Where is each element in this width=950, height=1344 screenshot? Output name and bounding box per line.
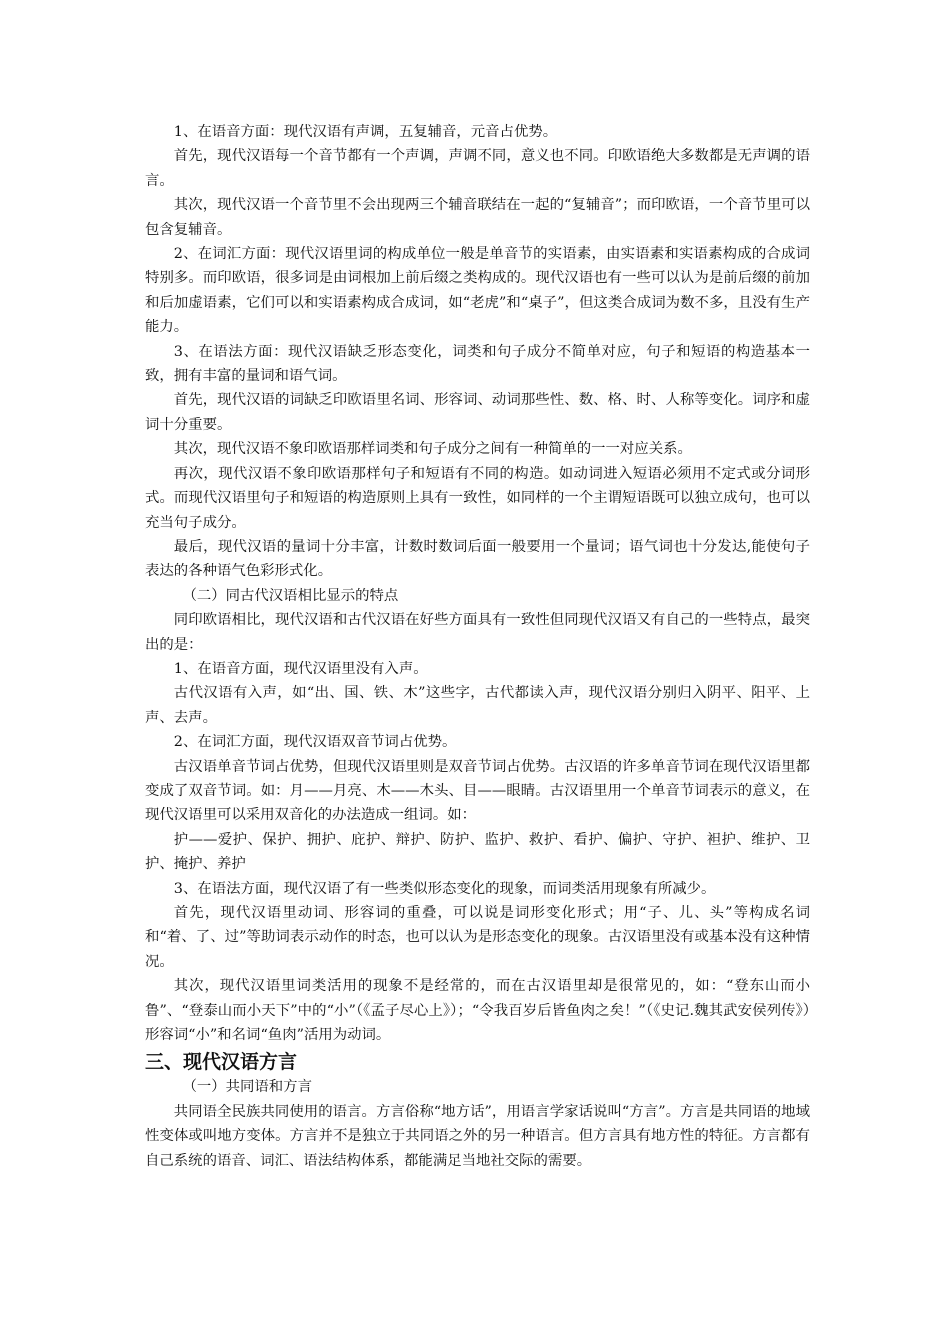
section-heading: 三、现代汉语方言 — [145, 1051, 298, 1074]
paragraph: 护——爱护、保护、拥护、庇护、辩护、防护、监护、救护、看护、偏护、守护、袒护、维护、卫护、掩护、养护 — [145, 831, 810, 873]
paragraph: 首先，现代汉语每一个音节都有一个声调，声调不同，意义也不同。印欧语绝大多数都是无声调的语言。 — [145, 148, 810, 189]
paragraph: 最后，现代汉语的量词十分丰富，计数时数词后面一般要用一个量词；语气词也十分发达,能使句子表达的各种语气色彩形式化。 — [145, 538, 810, 580]
subsection-title: （一）共同语和方言 — [182, 1079, 312, 1096]
paragraph: 共同语全民族共同使用的语言。方言俗称“地方话”，用语言学家话说叫“方言”。方言是共同语的地域性变体或叫地方变体。方言并不是独立于共同语之外的另一种语言。但方言具有地方性的特征。方言都有自己系统的语音、词汇、语法结构体系，都能满足当地社交际的需要。 — [145, 1103, 810, 1169]
paragraph: 其次，现代汉语不象印欧语那样词类和句子成分之间有一种简单的一一对应关系。 — [173, 441, 692, 458]
document-page — [145, 120, 810, 1173]
paragraph: 首先，现代汉语里动词、形容词的重叠，可以说是词形变化形式；用“子、儿、头”等构成名词和“着、了、过”等助词表示动作的时态，也可以认为是形态变化的现象。古汉语里没有或基本没有这种情况。 — [145, 905, 810, 970]
paragraph: 1、在语音方面：现代汉语有声调，五复辅音，元音占优势。 — [173, 124, 558, 140]
paragraph: 古代汉语有入声，如“出、国、铁、木”这些字，古代都读入声，现代汉语分别归入阴平、阳平、上声、去声。 — [145, 685, 810, 726]
paragraph: 再次，现代汉语不象印欧语那样句子和短语有不同的构造。如动词进入短语必须用不定式或分词形式。而现代汉语里句子和短语的构造原则上具有一致性，如同样的一个主谓短语既可以独立成句，也可以充当句子成分。 — [145, 465, 810, 531]
paragraph: 3、在语法方面：现代汉语缺乏形态变化，词类和句子成分不简单对应，句子和短语的构造基本一致，拥有丰富的量词和语气词。 — [145, 343, 810, 385]
paragraph: 2、在词汇方面：现代汉语里词的构成单位一般是单音节的实语素，由实语素和实语素构成的合成词特别多。而印欧语，很多词是由词根加上前后缀之类构成的。现代汉语也有一些可以认为是前后缀的前加和后加虚语素，它们可以和实语素构成合成词，如“老虎”和“桌子”，但这类合成词为数不多，且没有生产能力。 — [145, 246, 810, 336]
subsection-title: （二）同古代汉语相比显示的特点 — [182, 587, 399, 604]
paragraph: 同印欧语相比，现代汉语和古代汉语在好些方面具有一致性但同现代汉语又有自己的一些特点，最突出的是： — [145, 612, 810, 653]
paragraph: 古汉语单音节词占优势，但现代汉语里则是双音节词占优势。古汉语的许多单音节词在现代汉语里都变成了双音节词。如：月——月亮、木——木头、目——眼睛。古汉语里用一个单音节词表示的意义，在现代汉语里可以采用双音化的办法造成一组词。如： — [145, 758, 810, 824]
paragraph: 首先，现代汉语的词缺乏印欧语里名词、形容词、动词那些性、数、格、时、人称等变化。词序和虚词十分重要。 — [145, 392, 810, 433]
paragraph: 2、在词汇方面，现代汉语双音节词占优势。 — [173, 734, 457, 751]
paragraph: 其次，现代汉语里词类活用的现象不是经常的，而在古汉语里却是很常见的，如：“登东山而小鲁”、“登泰山而小天下”中的“小”（《孟子尽心上》）；“令我百岁后皆鱼肉之矣！”（《史记.魏其武安侯列传》）形容词“小”和名词“鱼肉”活用为动词。 — [145, 978, 810, 1044]
paragraph: 1、在语音方面，现代汉语里没有入声。 — [173, 660, 428, 677]
paragraph: 3、在语法方面，现代汉语了有一些类似形态变化的现象，而词类活用现象有所减少。 — [173, 880, 716, 897]
paragraph: 其次，现代汉语一个音节里不会出现两三个辅音联结在一起的“复辅音”；而印欧语，一个音节里可以包含复辅音。 — [145, 197, 810, 238]
